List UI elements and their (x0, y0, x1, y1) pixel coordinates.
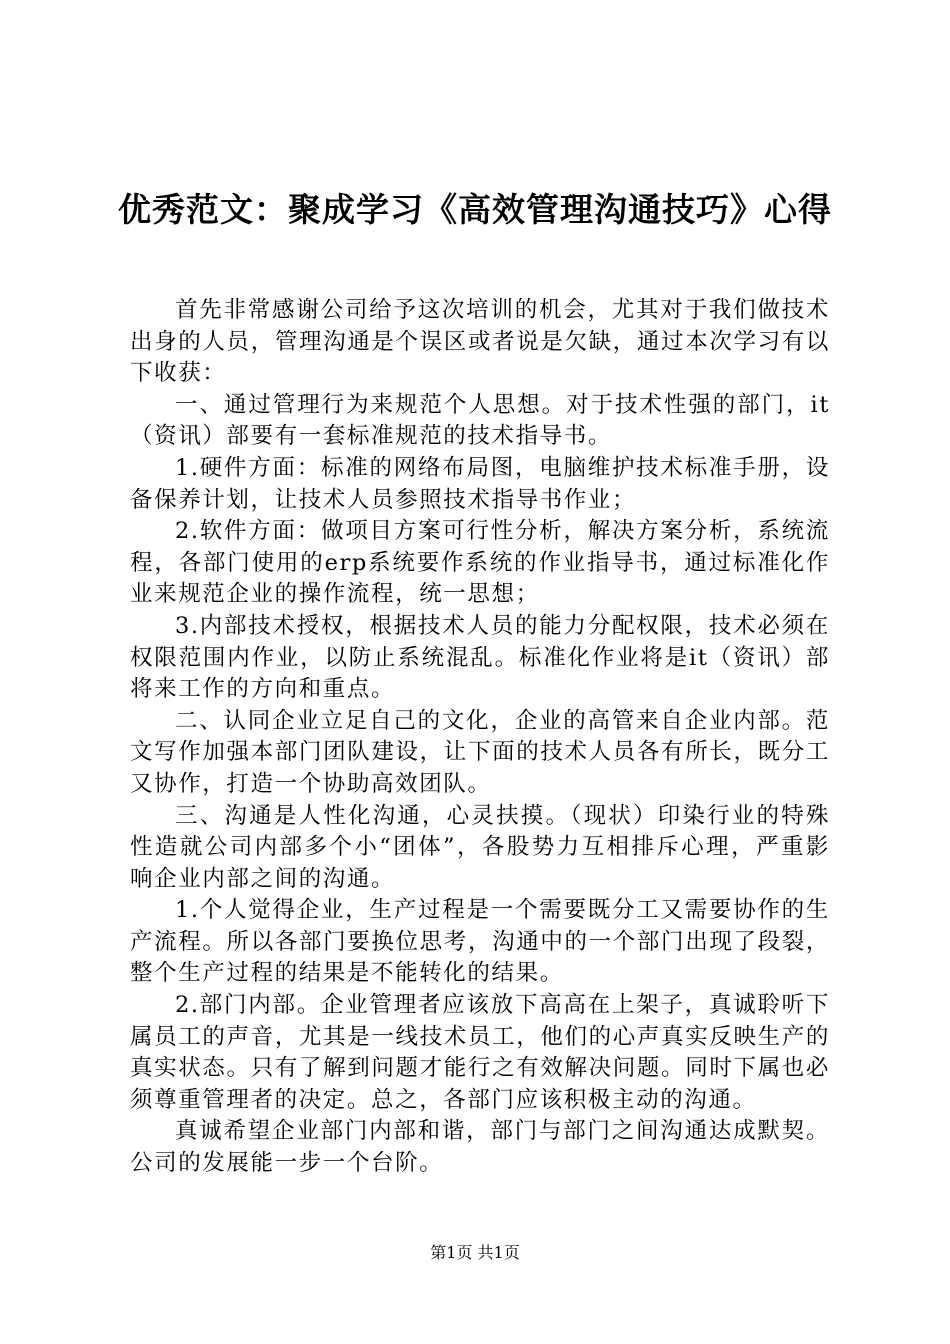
paragraph-section-2: 二、认同企业立足自己的文化，企业的高管来自企业内部。范文写作加强本部门团队建设，让下面的技术人员各有所长，既分工又协作，打造一个协助高效团队。 (130, 707, 830, 797)
paragraph-intro: 首先非常感谢公司给予这次培训的机会，尤其对于我们做技术出身的人员，管理沟通是个误区或者说是欠缺，通过本次学习有以下收获： (130, 297, 830, 387)
paragraph-authorization: 3.内部技术授权，根据技术人员的能力分配权限，技术必须在权限范围内作业，以防止系统混乱。标准化作业将是it（资讯）部将来工作的方向和重点。 (130, 612, 830, 703)
document-title: 优秀范文：聚成学习《高效管理沟通技巧》心得 (118, 190, 832, 229)
paragraph-department-internal: 2.部门内部。企业管理者应该放下高高在上架子，真诚聆听下属员工的声音，尤其是一线技术员工，他们的心声真实反映生产的真实状态。只有了解到问题才能行之有效解决问题。同时下属也必须尊重管理者的决定。总之，各部门应该积极主动的沟通。 (130, 992, 830, 1113)
document-body (130, 295, 830, 1180)
paragraph-section-3: 三、沟通是人性化沟通，心灵扶摸。（现状）印染行业的特殊性造就公司内部多个小“团体”，各股势力互相排斥心理，严重影响企业内部之间的沟通。 (130, 802, 830, 892)
paragraph-section-1: 一、通过管理行为来规范个人思想。对于技术性强的部门，it（资讯）部要有一套标准规范的技术指导书。 (130, 391, 830, 450)
paragraph-software: 2.软件方面：做项目方案可行性分析，解决方案分析，系统流程，各部门使用的erp系统要作系统的作业指导书，通过标准化作业来规范企业的操作流程，统一思想； (130, 518, 830, 608)
paragraph-hardware: 1.硬件方面：标准的网络布局图，电脑维护技术标准手册，设备保养计划，让技术人员参照技术指导书作业； (130, 454, 830, 513)
paragraph-personal-view: 1.个人觉得企业，生产过程是一个需要既分工又需要协作的生产流程。所以各部门要换位思考，沟通中的一个部门出现了段裂，整个生产过程的结果是不能转化的结果。 (130, 897, 830, 987)
page-footer: 第1页 共1页 (430, 1243, 520, 1262)
paragraph-conclusion: 真诚希望企业部门内部和谐，部门与部门之间沟通达成默契。公司的发展能一步一个台阶。 (130, 1118, 830, 1177)
